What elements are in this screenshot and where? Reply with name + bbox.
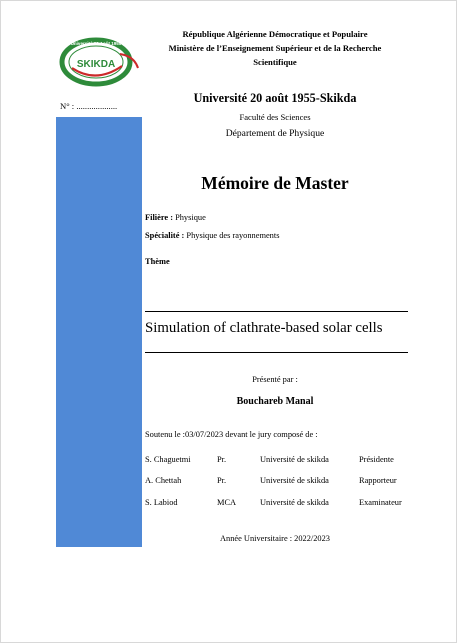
jury-institution: Université de skikda [260, 455, 329, 464]
jury-institution: Université de skikda [260, 476, 329, 485]
document-type-title: Mémoire de Master [201, 173, 349, 193]
defense-statement: Soutenu le :03/07/2023 devant le jury composé de : [145, 430, 318, 439]
university-name: Université 20 août 1955-Skikda [193, 91, 357, 105]
side-color-band [56, 117, 142, 547]
jury-name: S. Chaguetmi [145, 455, 191, 464]
jury-role: Rapporteur [359, 476, 397, 485]
specialite-label: Spécialité : [145, 231, 185, 240]
academic-year: Année Universitaire : 2022/2023 [219, 534, 330, 543]
title-rule-top [145, 311, 408, 312]
author-name: Bouchareb Manal [236, 396, 314, 407]
logo-text: SKIKDA [76, 59, 116, 70]
jury-grade: MCA [217, 498, 237, 507]
header-ministry: Ministère de l’Enseignement Supérieur et de la Recherche [168, 43, 382, 53]
header-ministry-cont: Scientifique [253, 57, 297, 67]
jury-grade: Pr. [217, 455, 227, 464]
filiere-value: Physique [172, 213, 206, 222]
faculty-name: Faculté des Sciences [239, 112, 311, 122]
logo-ring-text: Université 20 Août 1955 [70, 41, 122, 46]
jury-name: S. Labiod [145, 498, 178, 507]
thesis-title: Simulation of clathrate-based solar cells [145, 320, 383, 336]
jury-institution: Université de skikda [260, 498, 329, 507]
title-rule-bottom [145, 352, 408, 353]
jury-role: Examinateur [359, 498, 402, 507]
jury-grade: Pr. [217, 476, 227, 485]
filiere-line [145, 213, 206, 222]
university-logo [58, 34, 140, 90]
specialite-line [145, 231, 279, 240]
specialite-value: Physique des rayonnements [184, 231, 280, 240]
header-republic: République Algérienne Démocratique et Populaire [182, 29, 368, 39]
filiere-label: Filière : [145, 213, 173, 222]
jury-role: Présidente [359, 455, 394, 464]
presented-by-label: Présenté par : [252, 375, 298, 384]
theme-label: Thème [145, 257, 170, 266]
document-number: N° : ................... [60, 101, 118, 111]
department-name: Département de Physique [225, 128, 325, 139]
jury-name: A. Chettah [145, 476, 182, 485]
theme-line [145, 257, 170, 266]
